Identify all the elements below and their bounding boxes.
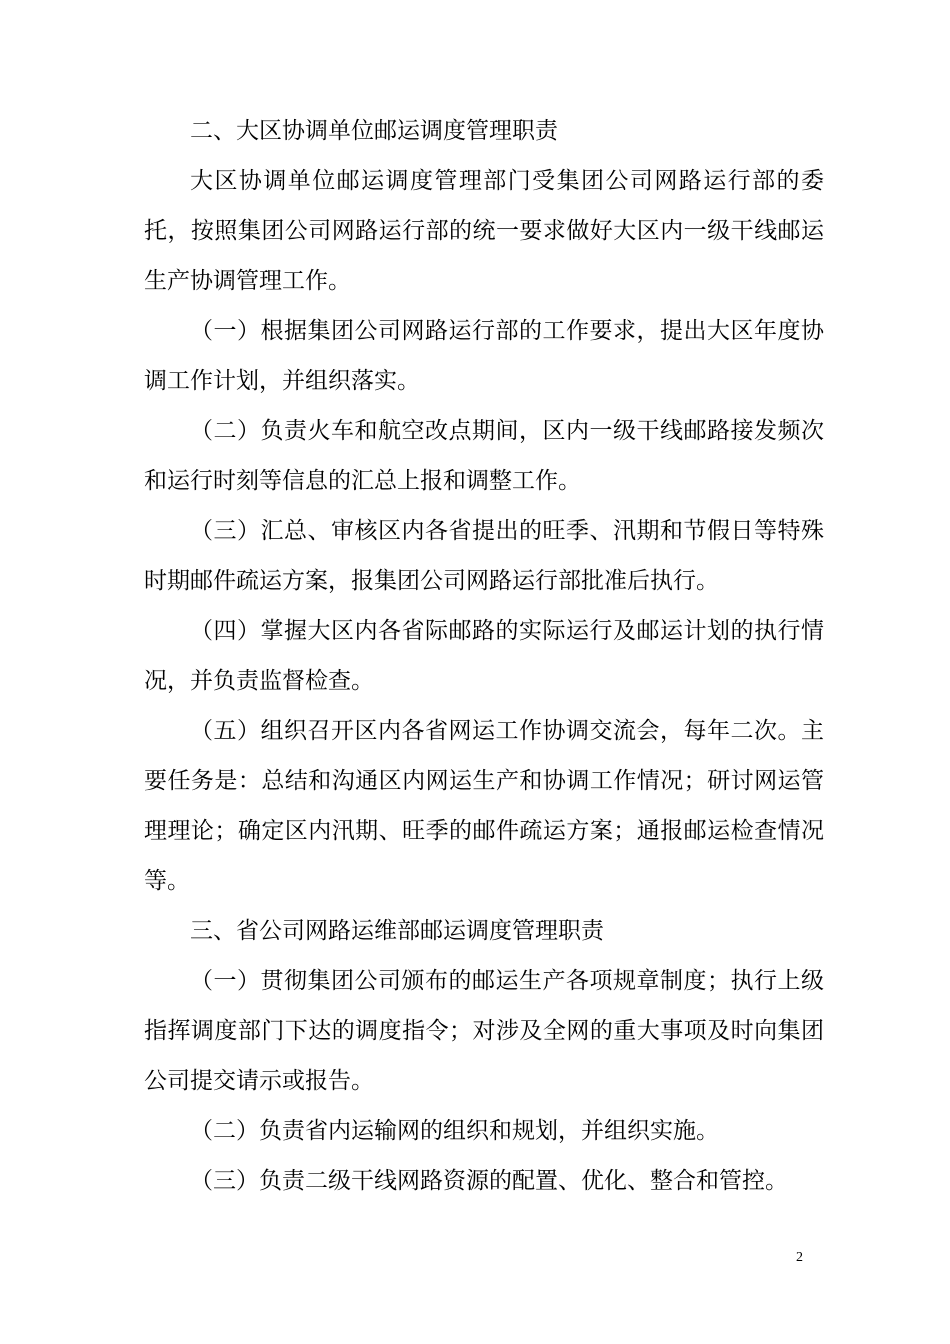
paragraph-item-1: （一）根据集团公司网路运行部的工作要求，提出大区年度协调工作计划，并组织落实。 — [144, 318, 824, 394]
paragraph-item-4: （四）掌握大区内各省际邮路的实际运行及邮运计划的执行情况，并负责监督检查。 — [144, 618, 824, 694]
document-body — [144, 106, 824, 1206]
paragraph-province-item-2: （二）负责省内运输网的组织和规划，并组织实施。 — [190, 1118, 719, 1144]
paragraph-item-5: （五）组织召开区内各省网运工作协调交流会，每年二次。主要任务是：总结和沟通区内网运生产和协调工作情况；研讨网运管理理论；确定区内汛期、旺季的邮件疏运方案；通报邮运检查情况等。 — [144, 718, 824, 894]
paragraph-province-item-3: （三）负责二级干线网路资源的配置、优化、整合和管控。 — [190, 1168, 788, 1194]
paragraph-intro-regional: 大区协调单位邮运调度管理部门受集团公司网路运行部的委托，按照集团公司网路运行部的统一要求做好大区内一级干线邮运生产协调管理工作。 — [144, 168, 824, 294]
page-number: 2 — [796, 1250, 803, 1265]
paragraph-item-2: （二）负责火车和航空改点期间，区内一级干线邮路接发频次和运行时刻等信息的汇总上报和调整工作。 — [144, 418, 824, 494]
paragraph-item-3: （三）汇总、审核区内各省提出的旺季、汛期和节假日等特殊时期邮件疏运方案，报集团公司网路运行部批准后执行。 — [144, 518, 824, 594]
section-heading-3: 三、省公司网路运维部邮运调度管理职责 — [190, 918, 604, 944]
paragraph-province-item-1: （一）贯彻集团公司颁布的邮运生产各项规章制度；执行上级指挥调度部门下达的调度指令；对涉及全网的重大事项及时向集团公司提交请示或报告。 — [144, 968, 824, 1094]
section-heading-2: 二、大区协调单位邮运调度管理职责 — [190, 118, 558, 144]
